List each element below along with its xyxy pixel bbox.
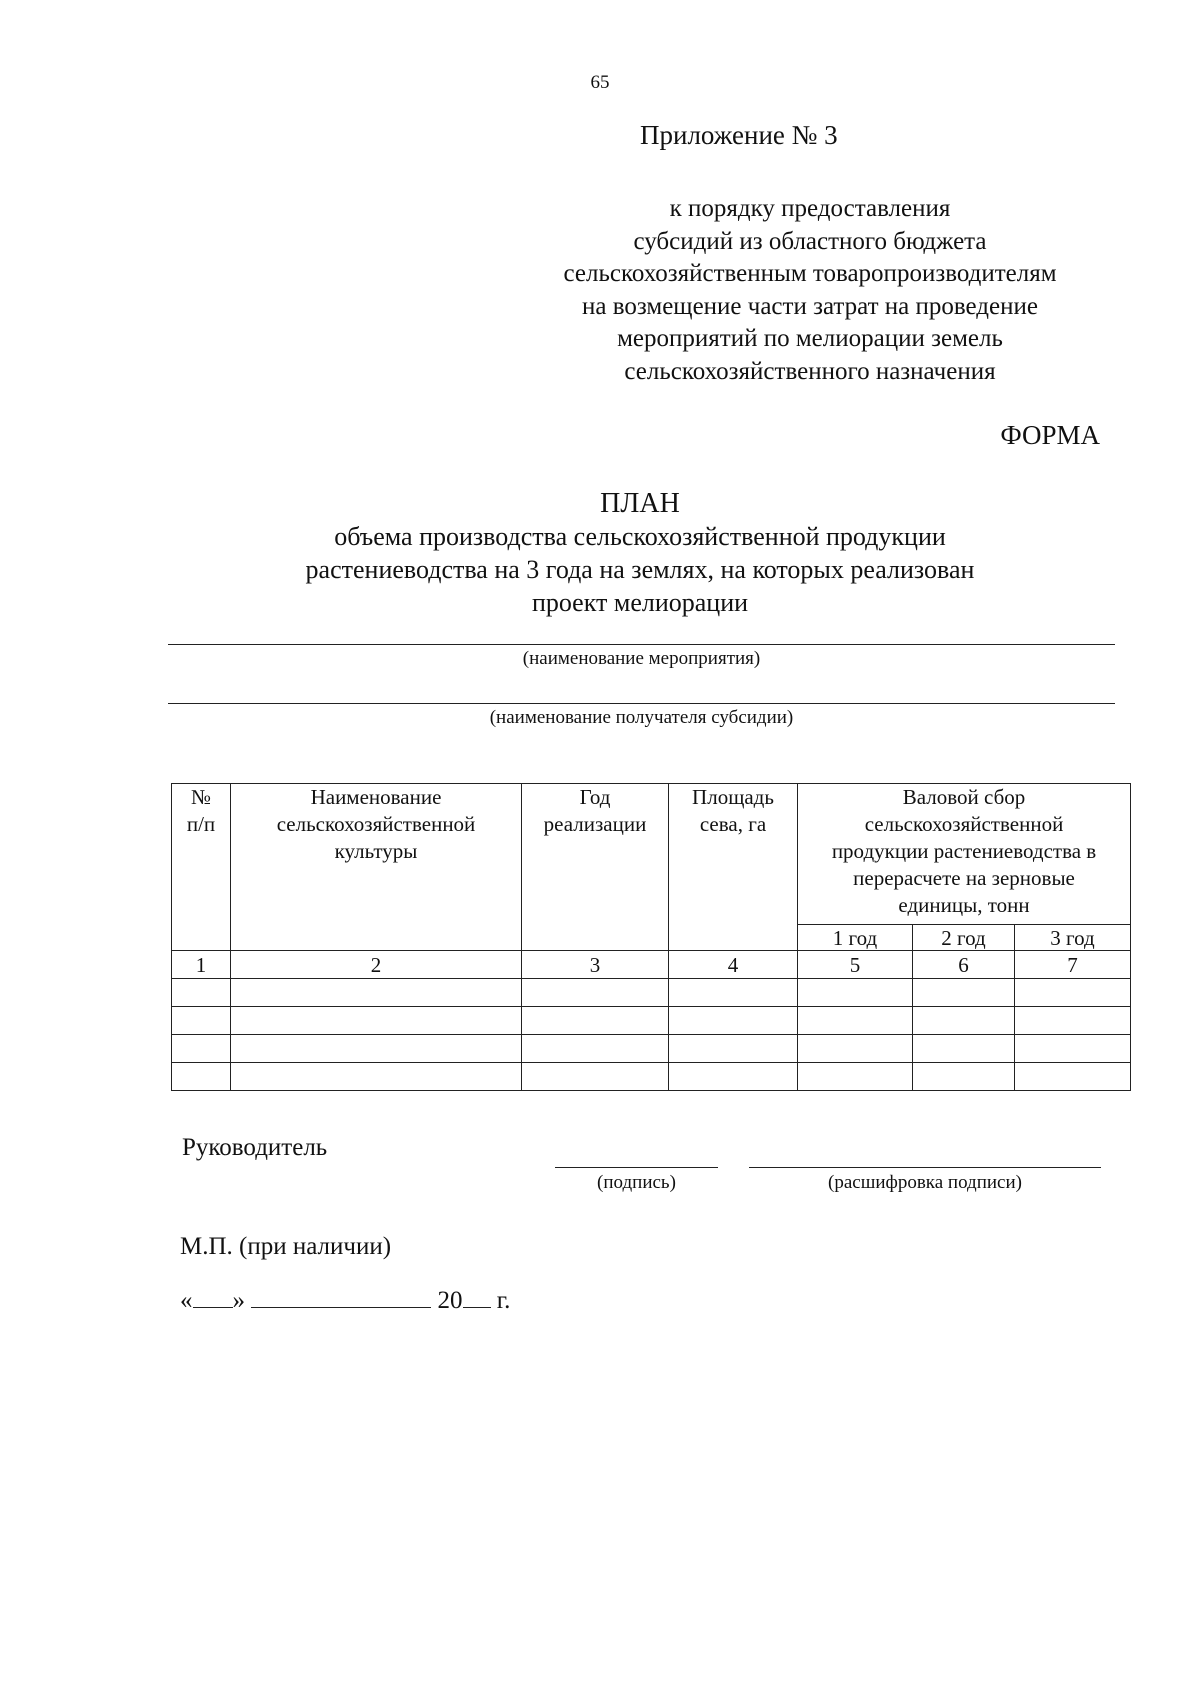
signature-field[interactable]: [555, 1167, 718, 1168]
event-name-caption: (наименование мероприятия): [522, 648, 761, 669]
header-area-line: сева, га: [699, 812, 767, 836]
table-cell[interactable]: [172, 1063, 231, 1091]
date-day-field[interactable]: [193, 1285, 233, 1308]
table-cell[interactable]: [172, 979, 231, 1007]
table-cell[interactable]: [913, 1063, 1015, 1091]
header-year: [522, 784, 669, 951]
appendix-subtitle-line: к порядку предоставления: [669, 195, 951, 222]
table-cell[interactable]: [522, 1063, 669, 1091]
table-cell[interactable]: [798, 979, 913, 1007]
table-cell[interactable]: [1015, 1007, 1131, 1035]
table-cell[interactable]: [172, 1035, 231, 1063]
page-number: 65: [590, 72, 610, 93]
header-gross-yield: [798, 784, 1131, 925]
head-label: Руководитель: [182, 1134, 328, 1161]
header-number: [172, 784, 231, 951]
table-row: [172, 1035, 1131, 1063]
table-header-row: [172, 784, 1131, 925]
table-cell[interactable]: [798, 1007, 913, 1035]
appendix-title: Приложение № 3: [640, 120, 838, 150]
signature-caption: (подпись): [597, 1172, 676, 1193]
plan-subtitle: [200, 520, 1080, 619]
appendix-subtitle-line: мероприятий по мелиорации земель: [617, 325, 1003, 352]
appendix-subtitle-line: сельскохозяйственного назначения: [624, 357, 996, 385]
header-number-line: №: [190, 785, 212, 809]
recipient-name-field[interactable]: [168, 703, 1115, 704]
header-crop-name-line: Наименование: [310, 785, 442, 809]
event-name-field[interactable]: [168, 644, 1115, 645]
header-area-line: Площадь: [692, 785, 774, 809]
column-number: 7: [1015, 951, 1131, 979]
table-cell[interactable]: [522, 1035, 669, 1063]
header-year-3: 3 год: [1015, 925, 1131, 951]
header-gross-yield-line: сельскохозяйственной: [864, 812, 1064, 836]
header-gross-yield-line: продукции растениеводства в: [831, 839, 1097, 863]
header-year-2: 2 год: [913, 925, 1015, 951]
stamp-label: М.П. (при наличии): [180, 1233, 392, 1260]
recipient-name-caption: (наименование получателя субсидии): [489, 707, 794, 728]
production-plan-table: [171, 783, 1131, 1091]
header-year-line: реализации: [543, 812, 647, 836]
header-gross-yield-line: Валовой сбор: [902, 785, 1026, 809]
signature-decoding-field[interactable]: [749, 1167, 1101, 1168]
table-cell[interactable]: [913, 1035, 1015, 1063]
table-cell[interactable]: [522, 979, 669, 1007]
column-number: 1: [172, 951, 231, 979]
header-crop-name-line: сельскохозяйственной: [276, 812, 476, 836]
form-label: ФОРМА: [1000, 420, 1100, 450]
table-cell[interactable]: [913, 979, 1015, 1007]
date-line: [180, 1285, 510, 1315]
date-year-field[interactable]: [463, 1285, 491, 1308]
table-row: [172, 1007, 1131, 1035]
appendix-subtitle-line: на возмещение части затрат на проведение: [582, 292, 1038, 320]
table-cell[interactable]: [231, 1007, 522, 1035]
appendix-subtitle-line: сельскохозяйственным товаропроизводителям: [563, 260, 1057, 287]
appendix-subtitle: [500, 193, 1120, 388]
plan-subtitle-line: растениеводства на 3 года на землях, на которых реализован: [305, 555, 975, 584]
table-row: [172, 1063, 1131, 1091]
column-number: 5: [798, 951, 913, 979]
plan-subtitle-line: объема производства сельскохозяйственной продукции: [334, 522, 946, 551]
table-column-numbers-row: [172, 951, 1131, 979]
table-cell[interactable]: [231, 1035, 522, 1063]
plan-title: ПЛАН: [600, 488, 680, 519]
date-month-field[interactable]: [251, 1285, 431, 1308]
column-number: 4: [669, 951, 798, 979]
plan-subtitle-line: проект мелиорации: [531, 588, 749, 617]
header-number-line: п/п: [186, 812, 216, 836]
table-cell[interactable]: [231, 979, 522, 1007]
table-cell[interactable]: [798, 1035, 913, 1063]
column-number: 6: [913, 951, 1015, 979]
header-gross-yield-line: перерасчете на зерновые: [853, 866, 1075, 890]
table-cell[interactable]: [522, 1007, 669, 1035]
header-area: [669, 784, 798, 951]
table-cell[interactable]: [798, 1063, 913, 1091]
column-number: 2: [231, 951, 522, 979]
header-crop-name: [231, 784, 522, 951]
table-cell[interactable]: [669, 979, 798, 1007]
appendix-subtitle-line: субсидий из областного бюджета: [633, 227, 987, 255]
table-cell[interactable]: [913, 1007, 1015, 1035]
header-year-1: 1 год: [798, 925, 913, 951]
signature-decoding-caption: (расшифровка подписи): [828, 1172, 1022, 1193]
table-cell[interactable]: [1015, 979, 1131, 1007]
table-cell[interactable]: [231, 1063, 522, 1091]
date-close-quote: »: [232, 1287, 245, 1314]
table-cell[interactable]: [669, 1063, 798, 1091]
date-year-prefix: 20: [437, 1287, 463, 1314]
table-cell[interactable]: [1015, 1035, 1131, 1063]
header-gross-yield-line: единицы, тонн: [898, 893, 1030, 917]
table-cell[interactable]: [669, 1035, 798, 1063]
header-year-line: Год: [579, 785, 611, 809]
table-row: [172, 979, 1131, 1007]
table-cell[interactable]: [172, 1007, 231, 1035]
table-cell[interactable]: [669, 1007, 798, 1035]
table-cell[interactable]: [1015, 1063, 1131, 1091]
date-year-suffix: г.: [496, 1287, 511, 1314]
date-open-quote: «: [180, 1287, 193, 1314]
header-crop-name-line: культуры: [334, 839, 418, 863]
column-number: 3: [522, 951, 669, 979]
